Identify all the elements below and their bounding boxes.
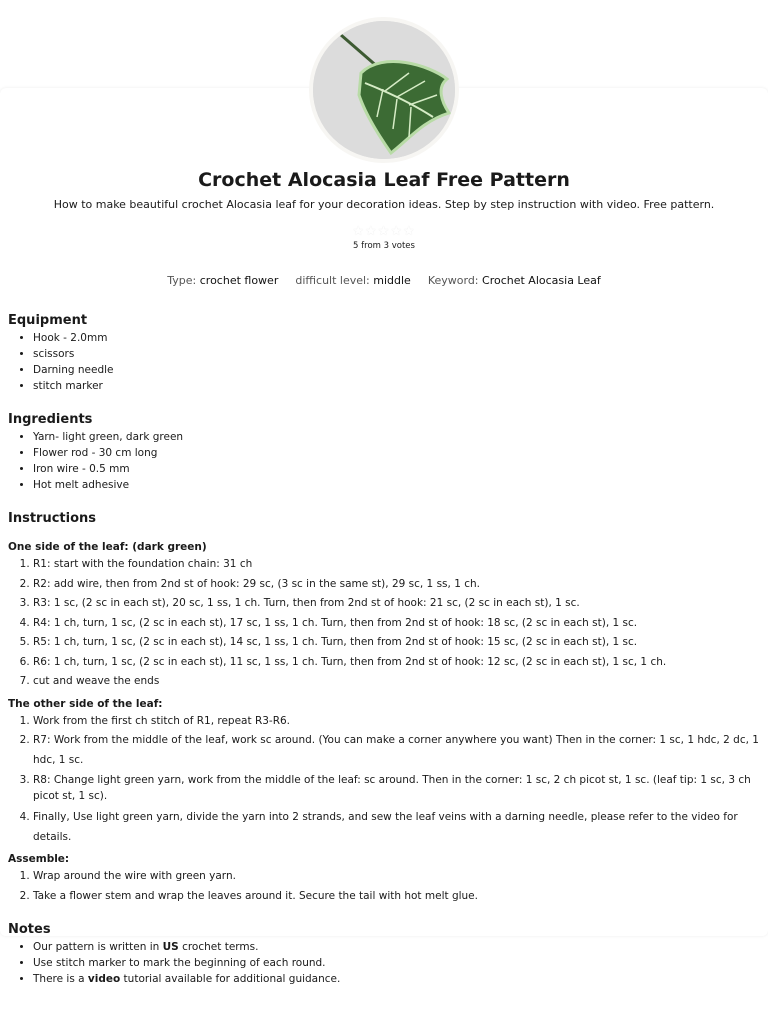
instructions-list-side-two xyxy=(8,712,760,848)
ingredients-list xyxy=(8,429,760,493)
difficulty-value: middle xyxy=(373,274,411,287)
list-item: • Iron wire - 0.5 mm xyxy=(33,461,760,477)
type-value: crochet flower xyxy=(199,274,279,287)
list-item: • stitch marker xyxy=(33,378,760,394)
list-item: • Hot melt adhesive xyxy=(33,477,760,493)
instruction-step: 7. cut and weave the ends xyxy=(33,672,760,692)
recipe-body xyxy=(8,312,760,987)
note-item: • Use stitch marker to mark the beginning of each round. xyxy=(33,955,760,971)
instruction-step: 2. R2: add wire, then from 2nd st of hook: 29 sc, (3 sc in the same st), 29 sc, 1 ss, 1 ch. xyxy=(33,575,760,595)
instructions-list-side-one xyxy=(8,555,760,692)
recipe-meta xyxy=(0,274,768,287)
instruction-step: 2. R7: Work from the middle of the leaf, work sc around. (You can make a corner anywhere you want) Then in the corner: 1 sc, 1 hdc, 2 dc, 1 hdc, 1 sc. xyxy=(33,731,760,770)
instruction-step: 6. R6: 1 ch, turn, 1 sc, (2 sc in each st), 11 sc, 1 ss, 1 ch. Turn, then from 2nd st of hook: 12 sc, (2 sc in each st), 1 sc, 1 ch. xyxy=(33,653,760,673)
list-item: • Hook - 2.0mm xyxy=(33,330,760,346)
instruction-step: 1. R1: start with the foundation chain: 31 ch xyxy=(33,555,760,575)
instructions-list-assemble xyxy=(8,867,760,906)
instruction-step: 3. R3: 1 sc, (2 sc in each st), 20 sc, 1 ss, 1 ch. Turn, then from 2nd st of hook: 21 sc, (2 sc in each st), 1 sc. xyxy=(33,594,760,614)
instructions-group-title: Assemble: xyxy=(8,853,70,865)
instruction-step: 2. Take a flower stem and wrap the leaves around it. Secure the tail with hot melt glue. xyxy=(33,887,760,907)
star-rating[interactable]: ★★★★★ xyxy=(352,224,416,239)
instruction-step: 1. Work from the first ch stitch of R1, repeat R3-R6. xyxy=(33,712,760,732)
list-item: • Yarn- light green, dark green xyxy=(33,429,760,445)
notes-heading: Notes xyxy=(8,922,51,937)
instruction-step: 4. R4: 1 ch, turn, 1 sc, (2 sc in each st), 17 sc, 1 ss, 1 ch. Turn, then from 2nd st of hook: 18 sc, (2 sc in each st), 1 sc. xyxy=(33,614,760,634)
instruction-step: 5. R5: 1 ch, turn, 1 sc, (2 sc in each st), 14 sc, 1 ss, 1 ch. Turn, then from 2nd st of hook: 15 sc, (2 sc in each st), 1 sc. xyxy=(33,633,760,653)
instructions-group-title: The other side of the leaf: xyxy=(8,697,163,710)
instruction-step: 1. Wrap around the wire with green yarn. xyxy=(33,867,760,887)
notes-list xyxy=(8,939,760,987)
emphasis: US xyxy=(162,941,179,953)
type-label: Type: xyxy=(167,274,197,287)
emphasis: video xyxy=(87,973,121,985)
leaf-photo-frame xyxy=(309,17,459,163)
keyword-value: Crochet Alocasia Leaf xyxy=(482,274,601,287)
keyword-label: Keyword: xyxy=(427,274,479,287)
rating-votes: 5 from 3 votes xyxy=(353,241,415,251)
leaf-photo xyxy=(313,21,455,159)
equipment-list xyxy=(8,330,760,394)
list-item: • Flower rod - 30 cm long xyxy=(33,445,760,461)
equipment-heading: Equipment xyxy=(8,313,88,328)
instructions-heading: Instructions xyxy=(8,511,97,526)
ingredients-heading: Ingredients xyxy=(8,412,93,427)
instruction-step: 3. R8: Change light green yarn, work from the middle of the leaf: sc around. Then in the corner: 1 sc, 2 ch picot st, 1 sc. (leaf tip: 1 sc, 3 ch picot st, 1 sc). xyxy=(33,772,760,804)
page-description: How to make beautiful crochet Alocasia leaf for your decoration ideas. Step by step instruction with video. Free pattern. xyxy=(53,198,715,211)
list-item: • scissors xyxy=(33,346,760,362)
difficulty-label: difficult level: xyxy=(295,274,370,287)
page-title: Crochet Alocasia Leaf Free Pattern xyxy=(198,169,570,191)
note-item: • There is a video tutorial available for additional guidance. xyxy=(33,971,760,987)
instruction-step: 4. Finally, Use light green yarn, divide the yarn into 2 strands, and sew the leaf veins with a darning needle, please refer to the video for details. xyxy=(33,808,760,847)
instructions-group-title: One side of the leaf: (dark green) xyxy=(8,541,207,553)
note-item: • Our pattern is written in US crochet terms. xyxy=(33,939,760,955)
list-item: • Darning needle xyxy=(33,362,760,378)
